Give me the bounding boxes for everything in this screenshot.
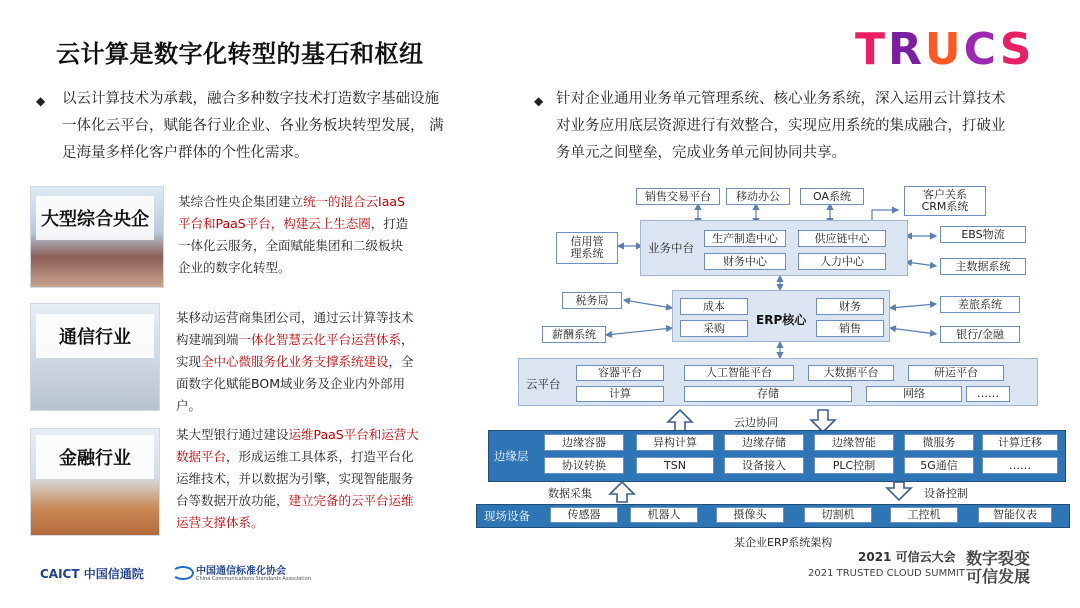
field-device-label: 现场设备 (484, 509, 530, 523)
plc-control-box: PLC控制 (814, 457, 894, 474)
travel-system-box: 差旅系统 (940, 296, 1020, 313)
trucs-logo: TRUCS (855, 24, 1035, 75)
crm-system-box: 客户关系 CRM系统 (904, 186, 986, 216)
cloud-platform-label: 云平台 (526, 377, 561, 391)
case-text-line (178, 213, 448, 235)
ccsa-english: China Communications Standards Association (196, 576, 311, 582)
sensor-box: 传感器 (550, 507, 618, 523)
case-label-central-soe: 大型综合央企 (36, 196, 154, 240)
highlight-text: 运维PaaS平台和运营大 (288, 427, 419, 442)
highlight-text: 建立完备的云平台运维 (288, 493, 414, 508)
erp-purchase-box: 采购 (680, 320, 748, 337)
summit-en: 2021 TRUSTED CLOUD SUMMIT (808, 568, 965, 579)
left-intro-text: 以云计算技术为承载，融合多种数字技术打造数字基础设施 一体化云平台，赋能各行业企业、各业务板块转型发展， 满 足海量多样化客户群体的个性化需求。 (62, 91, 444, 161)
right-intro-text: 针对企业通用业务单元管理系统、核心业务系统，深入运用云计算技术 对业务应用底层资源进行有效整合，实现应用系统的集成融合，打破业 务单元之间壁垒，完成业务单元间协同共享。 (556, 91, 1006, 161)
case-text-segment: 构建端到端 (176, 332, 239, 347)
case-text-line (176, 424, 448, 446)
erp-sales-box: 销售 (816, 320, 884, 337)
erp-finance-box: 财务 (816, 298, 884, 315)
device-access-box: 设备接入 (724, 457, 804, 474)
cutter-box: 切割机 (804, 507, 872, 523)
erp-cost-box: 成本 (680, 298, 748, 315)
tsn-box: TSN (636, 457, 714, 474)
case-text-telecom (176, 307, 448, 417)
case-text-segment: 一体化云服务，全面赋能集团和二级板块 (178, 238, 404, 253)
case-text-line (176, 490, 448, 512)
case-text-segment: 台等数据开放功能， (176, 493, 289, 508)
cloud-more-box: …… (966, 386, 1010, 402)
case-text-segment: ，全 (388, 354, 414, 369)
credit-system-box: 信用管 理系统 (556, 232, 618, 264)
highlight-text: 一体化智慧云化平台运营体系 (238, 332, 402, 347)
case-text-segment: ， (401, 332, 414, 347)
bigdata-platform-box: 大数据平台 (808, 365, 894, 381)
cloud-edge-label: 云边协同 (734, 416, 778, 429)
ai-platform-box: 人工智能平台 (684, 365, 794, 381)
case-text-line (176, 446, 448, 468)
summit-cn: 2021 可信云大会 (858, 550, 956, 564)
production-center-box: 生产制造中心 (704, 230, 786, 247)
device-control-label: 设备控制 (924, 487, 968, 500)
heterogeneous-compute-box: 异构计算 (636, 434, 714, 451)
edge-container-box: 边缘容器 (544, 434, 624, 451)
case-text-line (176, 395, 448, 417)
case-label-telecom: 通信行业 (36, 314, 154, 358)
highlight-text: 运营支撑体系。 (176, 515, 264, 530)
slogan-1: 数字裂变 (966, 549, 1031, 568)
edge-more-box: …… (982, 457, 1058, 474)
mobile-office-box: 移动办公 (726, 188, 790, 205)
case-text-line (178, 191, 448, 213)
case-text-segment: 某综合性央企集团建立 (178, 194, 304, 209)
bank-finance-box: 银行/金融 (940, 326, 1020, 343)
case-text-segment: 实现 (176, 354, 202, 369)
sales-platform-box: 销售交易平台 (636, 188, 720, 205)
bullet-diamond-icon: ◆ (534, 94, 544, 108)
data-collect-label: 数据采集 (548, 487, 592, 500)
oa-system-box: OA系统 (800, 188, 864, 205)
highlight-text: 统一的混合云IaaS (303, 194, 405, 209)
container-platform-box: 容器平台 (576, 365, 664, 381)
protocol-conversion-box: 协议转换 (544, 457, 624, 474)
case-text-finance (176, 424, 448, 534)
case-text-segment: ，打造 (370, 216, 409, 231)
industrial-pc-box: 工控机 (890, 507, 958, 523)
network-box: 网络 (866, 386, 962, 402)
case-text-line (176, 307, 448, 329)
case-text-line (176, 373, 448, 395)
master-data-box: 主数据系统 (940, 258, 1026, 275)
case-text-segment: 企业的数字化转型。 (178, 260, 291, 275)
salary-system-box: 薪酬系统 (542, 326, 606, 343)
case-text-segment: 面数字化赋能BOM域业务及企业内外部用 (176, 376, 405, 391)
erp-architecture-diagram (480, 180, 1070, 560)
storage-box: 存储 (684, 386, 852, 402)
business-middle-label: 业务中台 (648, 241, 694, 255)
finance-center-box: 财务中心 (704, 253, 786, 270)
case-text-segment: 某大型银行通过建设 (176, 427, 289, 442)
case-text-line (178, 257, 448, 279)
case-text-line (176, 329, 448, 351)
5g-communication-box: 5G通信 (904, 457, 974, 474)
case-text-line (178, 235, 448, 257)
ccsa-logo-icon (172, 566, 194, 580)
camera-box: 摄像头 (716, 507, 784, 523)
slogan-2: 可信发展 (966, 567, 1031, 586)
ebs-logistics-box: EBS物流 (940, 226, 1026, 243)
erp-core-label: ERP核心 (756, 313, 807, 327)
highlight-text: 平台和PaaS平台，构建云上生态圈 (178, 216, 371, 231)
edge-intelligence-box: 边缘智能 (814, 434, 894, 451)
edge-storage-box: 边缘存储 (724, 434, 804, 451)
compute-migration-box: 计算迁移 (982, 434, 1058, 451)
bullet-diamond-icon: ◆ (36, 94, 46, 108)
case-text-line (176, 468, 448, 490)
case-text-line (176, 512, 448, 534)
case-text-segment: 户。 (176, 398, 202, 413)
highlight-text: 数据平台 (176, 449, 227, 464)
supply-chain-center-box: 供应链中心 (798, 230, 886, 247)
devops-platform-box: 研运平台 (908, 365, 1004, 381)
ccsa-name: 中国通信标准化协会 (196, 566, 286, 577)
case-label-finance: 金融行业 (36, 435, 154, 479)
page-title: 云计算是数字化转型的基石和枢纽 (56, 40, 424, 68)
edge-layer-label: 边缘层 (494, 449, 529, 463)
microservice-box: 微服务 (904, 434, 974, 451)
smart-meter-box: 智能仪表 (978, 507, 1052, 523)
case-text-line (176, 351, 448, 373)
case-text-segment: 运维技术，并以数据为引擎，实现智能服务 (176, 471, 414, 486)
robot-box: 机器人 (630, 507, 698, 523)
caict-logo: CAICT 中国信通院 (40, 567, 144, 581)
hr-center-box: 人力中心 (798, 253, 886, 270)
highlight-text: 全中心微服务化业务支撑系统建设 (201, 354, 389, 369)
case-text-central-soe (178, 191, 448, 279)
compute-box: 计算 (576, 386, 664, 402)
tax-bureau-box: 税务局 (562, 292, 622, 309)
case-text-segment: ，形成运维工具体系，打造平台化 (226, 449, 414, 464)
case-text-segment: 某移动运营商集团公司，通过云计算等技术 (176, 310, 414, 325)
diagram-caption: 某企业ERP系统架构 (734, 536, 833, 549)
